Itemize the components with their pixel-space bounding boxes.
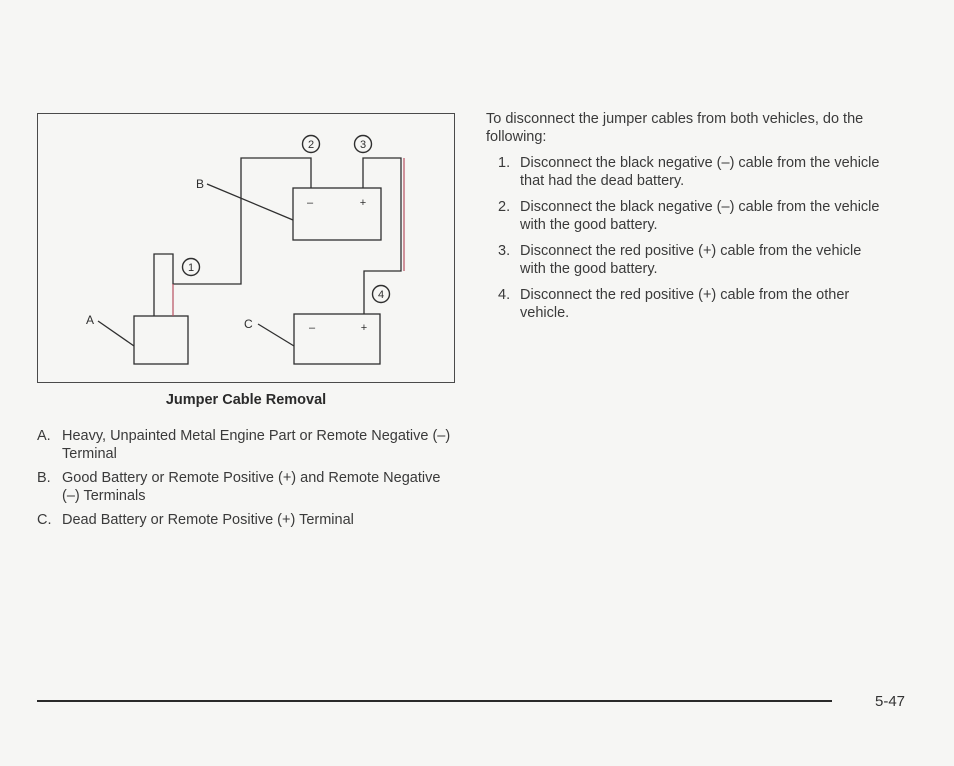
step-number: 1. [498,155,511,171]
b-negative-mark: – [306,197,314,209]
leader-line-b [207,184,293,220]
c-positive-mark: + [360,322,368,334]
legend-key: A. [37,428,51,444]
legend-text: Heavy, Unpainted Metal Engine Part or Remote Negative (–) Terminal [62,428,451,462]
callout-2: 2 [307,139,315,151]
step-text: Disconnect the red positive (+) cable from the other vehicle. [520,287,850,321]
step-text: Disconnect the black negative (–) cable from the vehicle that had the dead battery. [520,155,880,189]
figure-legend [37,427,457,535]
label-b: B [196,177,205,191]
negative-cable [154,158,311,316]
leader-line-c [258,324,294,346]
step-text: Disconnect the red positive (+) cable from the vehicle with the good battery. [520,243,862,277]
disconnect-steps [486,154,886,330]
step-number: 4. [498,287,511,303]
jumper-cable-diagram [37,113,455,383]
step-item [486,286,886,322]
leader-line-a [98,321,134,346]
callout-3: 3 [359,139,367,151]
step-item [486,154,886,190]
diagram-svg [38,114,456,384]
label-a: A [86,313,95,327]
step-item [486,242,886,278]
legend-key: B. [37,470,51,486]
legend-item [37,427,457,463]
legend-text: Good Battery or Remote Positive (+) and Remote Negative (–) Terminals [62,470,441,504]
b-positive-mark: + [359,197,367,209]
intro-paragraph: To disconnect the jumper cables from both vehicles, do the following: [486,111,864,145]
legend-item [37,469,457,505]
callout-1: 1 [187,262,195,274]
legend-text: Dead Battery or Remote Positive (+) Terminal [62,512,354,528]
step-number: 2. [498,199,511,215]
label-c: C [244,317,253,331]
step-text: Disconnect the black negative (–) cable from the vehicle with the good battery. [520,199,880,233]
legend-key: C. [37,512,52,528]
engine-part-a [134,316,188,364]
good-battery-b [293,188,381,240]
callout-4: 4 [377,289,385,301]
step-number: 3. [498,243,511,259]
legend-item [37,511,457,529]
figure-caption: Jumper Cable Removal [165,392,327,408]
c-negative-mark: – [308,322,316,334]
page-number: 5-47 [875,693,906,710]
footer-rule [37,700,832,702]
step-item [486,198,886,234]
